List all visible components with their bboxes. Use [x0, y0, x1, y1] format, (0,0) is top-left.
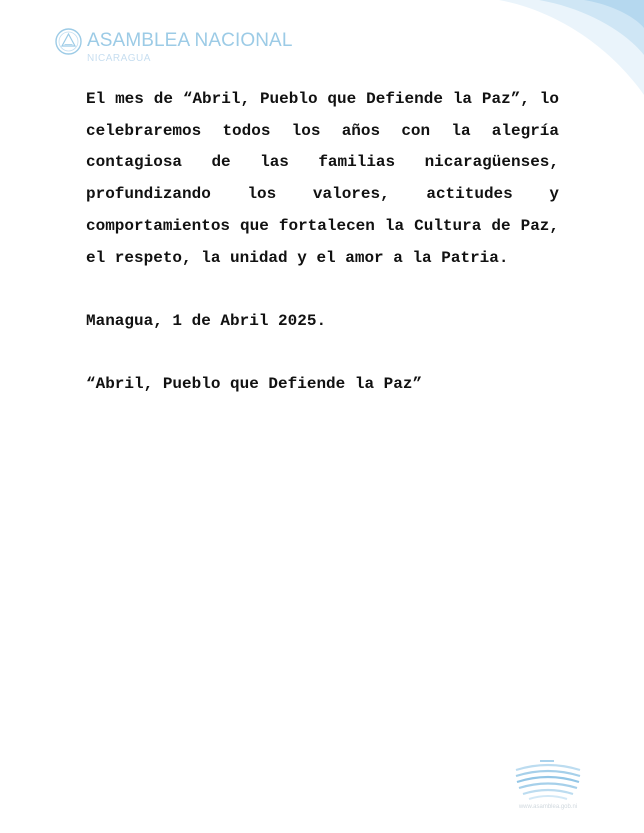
place-date: Managua, 1 de Abril 2025.	[86, 311, 327, 330]
header-logo	[55, 28, 315, 68]
document-body	[86, 84, 559, 401]
org-country: NICARAGUA	[87, 53, 151, 64]
main-paragraph: El mes de “Abril, Pueblo que Defiende la Paz”, lo celebraremos todos los años con la alegría contagiosa de las familias nicaragüenses, profundizando los valores, actitudes y comportamientos que fortalecen la Cultura de Paz, el respeto, la unidad y el amor a la Patria.	[86, 90, 559, 267]
assembly-hemicycle-icon	[512, 758, 584, 808]
slogan: “Abril, Pueblo que Defiende la Paz”	[86, 375, 423, 394]
org-name: ASAMBLEA NACIONAL	[87, 30, 293, 51]
footer-url: www.asamblea.gob.ni	[518, 804, 578, 810]
national-seal-icon	[55, 28, 82, 55]
